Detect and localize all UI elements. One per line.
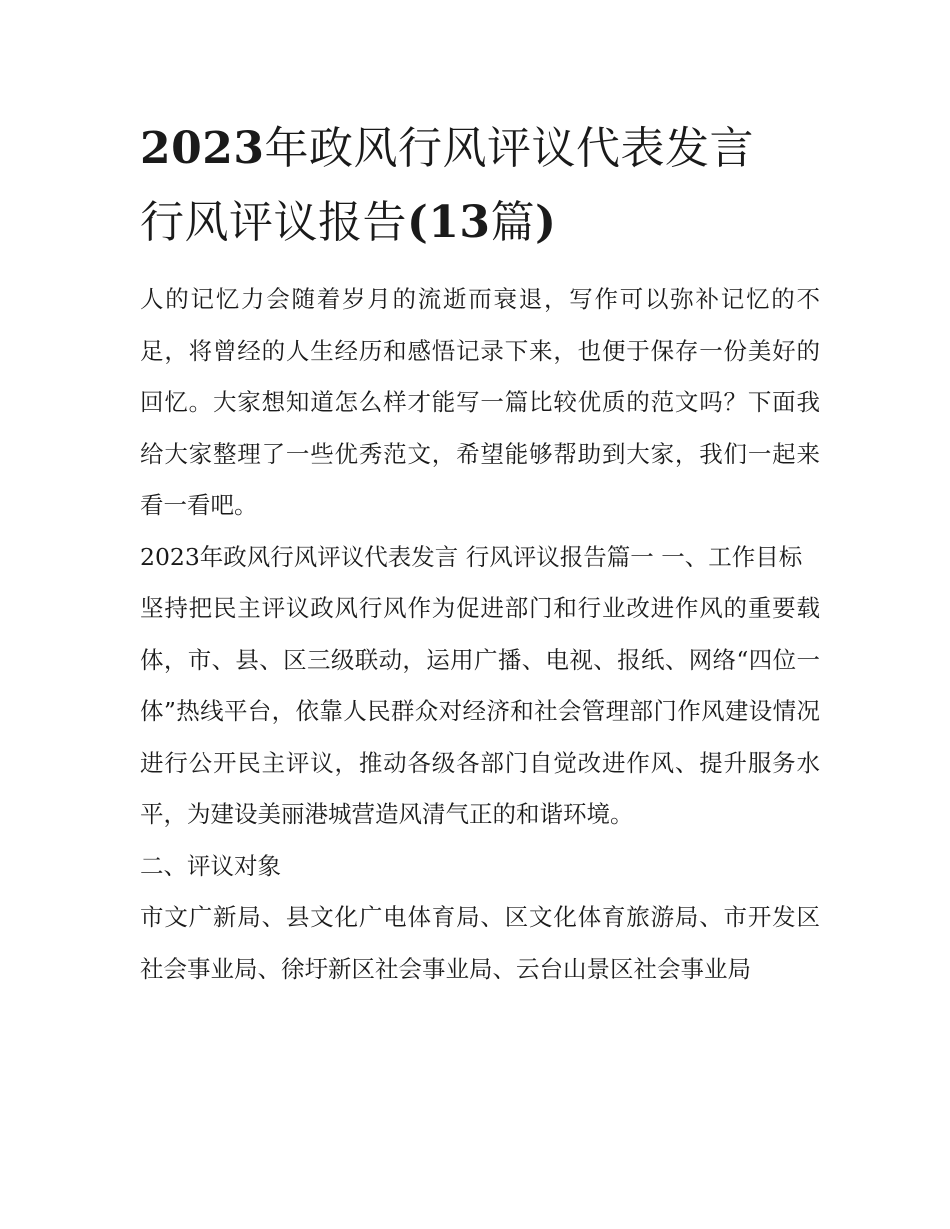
section1-heading: 2023年政风行风评议代表发言 行风评议报告篇一 一、工作目标 bbox=[140, 542, 803, 571]
title-year: 2023 bbox=[140, 123, 265, 174]
title-line2-lead: 行风评议报告 bbox=[140, 197, 407, 248]
title-line1-rest: 年政风行风评议代表发言 bbox=[264, 123, 754, 174]
title-line2-pian: 篇 bbox=[490, 197, 536, 248]
title-line2-paren: (13 bbox=[407, 197, 491, 248]
section2-heading: 二、评议对象 bbox=[140, 851, 281, 880]
intro-paragraph: 人的记忆力会随着岁月的流逝而衰退，写作可以弥补记忆的不足，将曾经的人生经历和感悟记录下来，也便于保存一份美好的回忆。大家想知道怎么样才能写一篇比较优质的范文吗？下面我给大家整理了一些优秀范文，希望能够帮助到大家，我们一起来看一看吧。 bbox=[140, 285, 820, 519]
section1-body: 坚持把民主评议政风行风作为促进部门和行业改进作风的重要载体，市、县、区三级联动，运用广播、电视、报纸、网络“四位一体”热线平台，依靠人民群众对经济和社会管理部门作风建设情况进行公开民主评议，推动各级各部门自觉改进作风、提升服务水平，为建设美丽港城营造风清气正的和谐环境。 bbox=[140, 594, 820, 828]
document-title bbox=[140, 112, 820, 260]
document-page bbox=[140, 112, 820, 995]
section2-body: 市文广新局、县文化广电体育局、区文化体育旅游局、市开发区社会事业局、徐圩新区社会事业局、云台山景区社会事业局 bbox=[140, 903, 820, 983]
title-line2-close: ) bbox=[535, 197, 557, 248]
